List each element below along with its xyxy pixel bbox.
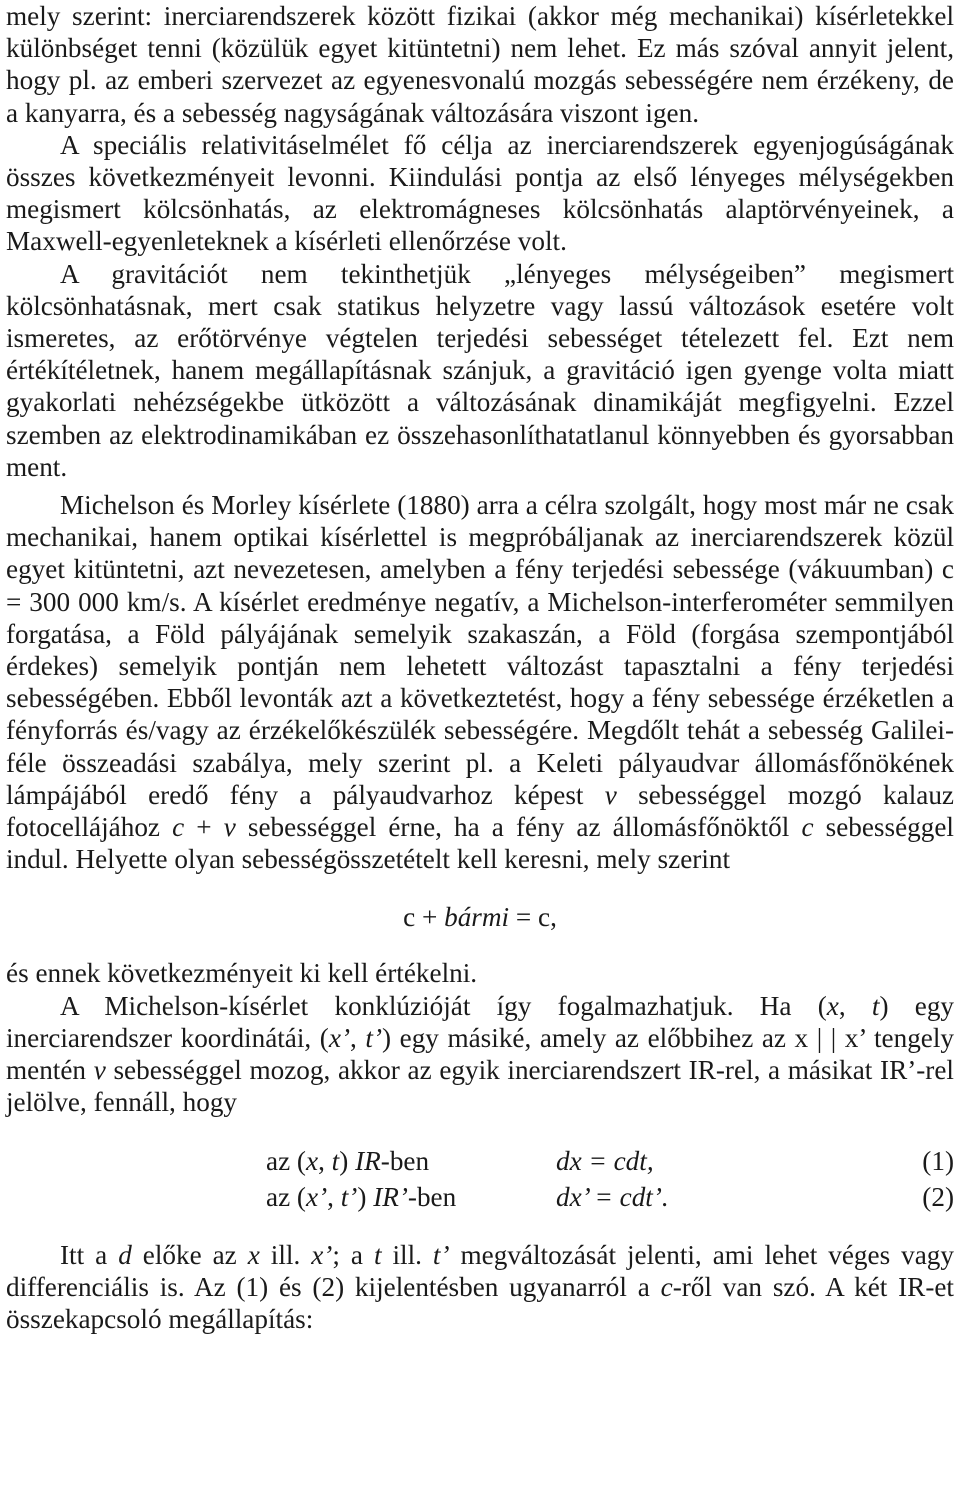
paragraph-michelson-morley: Michelson és Morley kísérlete (1880) arra a célra szolgált, hogy most már ne csak mechanikai, hanem optikai kísérlettel is megpróbáljanak az inerciarendszerek közül egyet kitüntetni, azt nevezetesen, amelyben a fény terjedési sebessége (vákuumban) c = 300 000 km/s. A kísérlet eredménye negatív, a Michelson-interferométer semmilyen forgatása, a Föld pályájának semelyik szakaszán, a Föld (forgása szempontjából érdekes) semelyik pontján nem lehetett változást tapasztalni a fény terjedési sebességében. Ebből levonták azt a következtetést, hogy a fény sebessége érzéketlen a fényforrás és/vagy az érzékelőkészülék sebességére. Megdőlt tehát a sebesség Galilei-féle összeadási szabálya, mely szerint pl. a Keleti pályaudvar állomásfőnökének lámpájából eredő fény a pályaudvarhoz képest v sebességgel mozgó kalauz fotocellájához c + v sebességgel érne, ha a fény az állomásfőnöktől c sebességgel indul. Helyette olyan sebességösszetételt kell keresni, mely szerint [6,490,954,875]
paragraph-final: Itt a d előke az x ill. x’; a t ill. t’ megváltozását jelenti, ami lehet véges vagy differenciális is. Az (1) és (2) kijelentésben ugyanarról a c-ről van szó. A két IR-et összekapcsoló megállapítás: [6,1239,954,1334]
equation-1-expression: dx = cdt, [556,1145,654,1176]
equation-1-frame: az (x, t) IR-ben [266,1145,430,1176]
equation-table [6,1143,954,1215]
paragraph-special-relativity: A speciális relativitáselmélet fő célja az inerciarendszerek egyenjogúságának összes következményeit levonni. Kiindulási pontja az első lényeges mélységekben megismert kölcsönhatás, az elektromágneses kölcsönhatás alaptörvényeinek, a Maxwell-egyenleteknek a kísérleti ellenőrzése volt. [6,129,954,257]
paragraph-evaluate: és ennek következményeit ki kell értékelni. [6,958,478,989]
equation-2-frame: az (x’, t’) IR’-ben [266,1181,457,1212]
equation-velocity-composition: c + bármi = c, [403,902,557,933]
paragraph-gravitation: A gravitációt nem tekinthetjük „lényeges mélységeiben” megismert kölcsönhatásnak, mert csak statikus helyzetre vagy lassú változások esetére volt ismeretes, az erőtörvénye végtelen terjedési sebességet tételezett fel. Ezt nem értékítéletnek, hanem megállapításnak szánjuk, a gravitáció igen gyenge volta miatt gyakorlati nehézségekbe ütközött a változásának dinamikáját megfigyelni. Ezzel szemben az elektrodinamikában ez összehasonlíthatatlanul könnyebben és gyorsabban ment. [6,258,954,482]
equation-row-1 [6,1143,954,1179]
equation-2-number: (2) [922,1181,954,1212]
equation-row-2 [6,1179,954,1215]
paragraph-michelson-conclusion: A Michelson-kísérlet konklúzióját így fogalmazhatjuk. Ha (x, t) egy inerciarendszer koordinátái, (x’, t’) egy másiké, amely az előbbihez az x | | x’ tengely mentén v sebességgel mozog, akkor az egyik inerciarendszert IR-rel, a másikat IR’-rel jelölve, fennáll, hogy [6,990,955,1118]
equation-1-number: (1) [922,1145,954,1176]
equation-2-expression: dx’ = cdt’. [556,1181,669,1212]
paragraph-inertial-frames: mely szerint: inerciarendszerek között fizikai (akkor még mechanikai) kísérletekkel különbséget tenni (közülük egyet kitüntetni) nem lehet. Ez más szóval annyit jelent, hogy pl. az emberi szervezet az egyenesvonalú mozgás sebességére nem érzékeny, de a kanyarra, és a sebesség nagyságának változására viszont igen. [6,1,954,128]
